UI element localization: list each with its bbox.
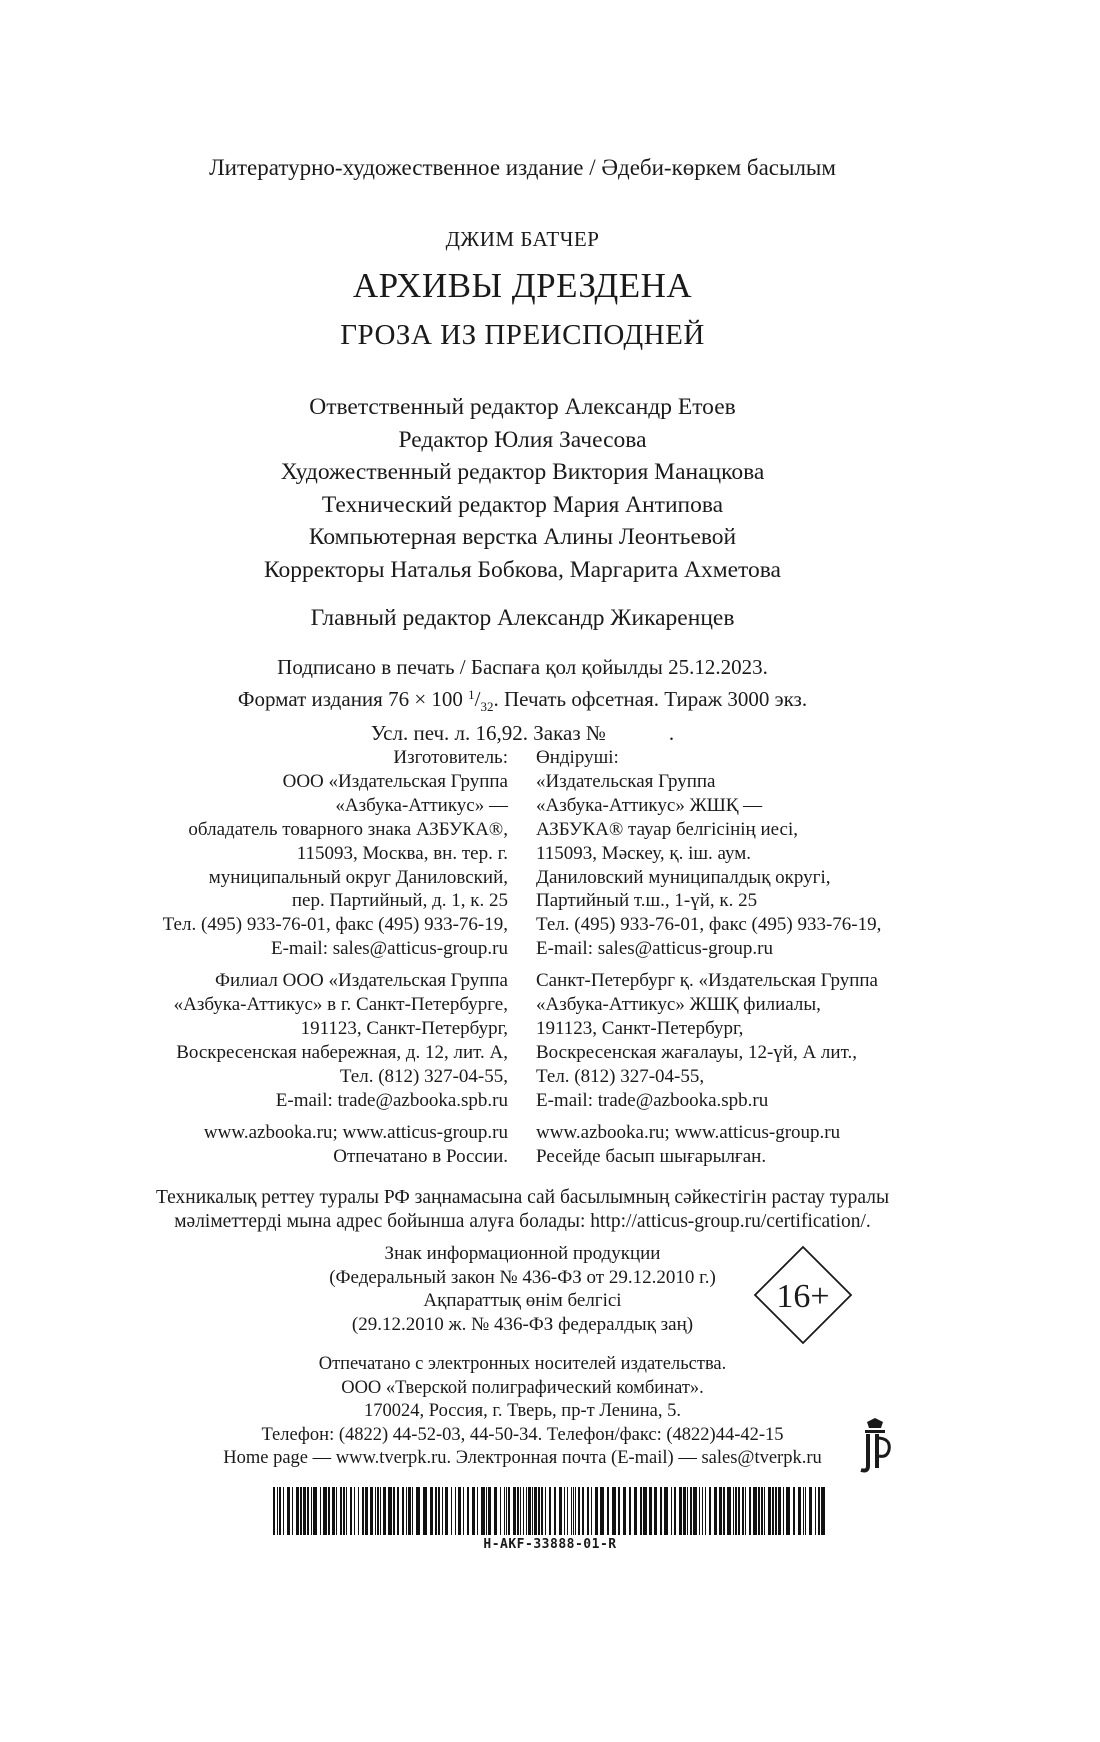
branch-kz (536, 969, 878, 1112)
barcode-bar (738, 1487, 740, 1535)
barcode-bar (664, 1487, 668, 1535)
barcode-bar (350, 1487, 352, 1535)
barcode-bar (388, 1487, 392, 1535)
credit-line: Художественный редактор Виктория Манацкова (280, 459, 765, 486)
text-line: Өндіруші: (536, 747, 619, 768)
barcode-bar (753, 1487, 757, 1535)
barcode-bar (783, 1487, 784, 1535)
age-rating: 16+ (776, 1278, 830, 1315)
text-line: «Издательская Группа (536, 770, 716, 792)
text-line: обладатель товарного знака АЗБУКА®, (188, 818, 508, 840)
barcode-bar (595, 1487, 598, 1535)
barcode-bar (445, 1487, 448, 1535)
text-line: 115093, Москва, вн. тер. г. (296, 842, 508, 864)
branch-ru (174, 969, 508, 1112)
barcode-bar (296, 1487, 299, 1535)
text-line: E-mail: trade@azbooka.spb.ru (536, 1089, 769, 1111)
barcode-bar (517, 1487, 519, 1535)
barcode-bar (758, 1487, 760, 1535)
barcode-bar (343, 1487, 345, 1535)
barcode-bar (629, 1487, 631, 1535)
web-ru (204, 1121, 508, 1169)
barcode-bar (370, 1487, 373, 1535)
barcode-bar (523, 1487, 524, 1535)
text-line: Телефон: (4822) 44-52-03, 44-50-34. Телефон/факс: (4822)44-42-15 (261, 1424, 784, 1445)
text-line: Даниловский муниципалдық округі, (536, 866, 831, 888)
barcode-bar (671, 1487, 672, 1535)
certification (0, 1186, 1045, 1234)
barcode-bar (336, 1487, 337, 1535)
barcode-bar (416, 1487, 420, 1535)
barcode-bar (526, 1487, 527, 1535)
barcode-bar (520, 1487, 521, 1535)
barcode-bar (292, 1487, 293, 1535)
barcode-bar (365, 1487, 368, 1535)
author: ДЖИМ БАТЧЕР (445, 227, 600, 251)
barcode-bar (430, 1487, 433, 1535)
fraction-denominator: 32 (480, 699, 494, 714)
barcode-bar (683, 1487, 686, 1535)
barcode-bar (375, 1487, 376, 1535)
barcode-bar (513, 1487, 516, 1535)
barcode-bar (506, 1487, 507, 1535)
barcode-bar (532, 1487, 533, 1535)
credit-line: Ответственный редактор Александр Етоев (309, 394, 736, 420)
text-line: пер. Партийный, д. 1, к. 25 (291, 890, 508, 912)
barcode-bar (735, 1487, 737, 1535)
barcode-bar (567, 1487, 568, 1535)
text-line: Воскресенская жағалауы, 12-үй, А лит., (536, 1041, 857, 1063)
format-prefix: Формат издания 76 × 100 (237, 687, 469, 711)
barcode-bar (723, 1487, 725, 1535)
barcode-bar (674, 1487, 676, 1535)
barcode-bar (486, 1487, 487, 1535)
tverpk-logo-icon (855, 1418, 895, 1474)
barcode-bar (818, 1487, 820, 1535)
text-line: Ақпараттық өнім белгісі (423, 1290, 622, 1312)
barcode-bar (362, 1487, 364, 1535)
barcode-bar (803, 1487, 804, 1535)
barcode-bar (283, 1487, 284, 1535)
age-rating-diamond-icon (753, 1245, 853, 1345)
barcode-bar (559, 1487, 562, 1535)
barcode-bar (358, 1487, 359, 1535)
text-line: Тел. (812) 327-04-55, (536, 1065, 705, 1087)
barcode-bar (481, 1487, 485, 1535)
barcode-bar (778, 1487, 781, 1535)
printed-in: Отпечатано в России. (333, 1145, 508, 1167)
edition-type: Литературно-художественное издание / Әдеби-көркем басылым (209, 155, 836, 180)
text-line: мәліметтерді мына адрес бойынша алуға болады: http://atticus-group.ru/certification/. (174, 1211, 871, 1232)
manufacturer-ru (163, 746, 508, 961)
barcode-bar (323, 1487, 327, 1535)
barcode-bar (332, 1487, 335, 1535)
barcode-bar (618, 1487, 620, 1535)
barcode-bar (705, 1487, 706, 1535)
barcode-bar (582, 1487, 584, 1535)
barcode-bar (383, 1487, 386, 1535)
credit-line: Технический редактор Мария Антипова (321, 491, 724, 518)
barcode-bar (702, 1487, 703, 1535)
text-line: Филиал ООО «Издательская Группа (214, 970, 508, 991)
barcode-bar (772, 1487, 774, 1535)
barcode-bar (575, 1487, 576, 1535)
manufacturer-kz (536, 746, 881, 961)
barcode-bar (679, 1487, 682, 1535)
text-line: Home page — www.tverpk.ru. Электронная почта (E-mail) — sales@tverpk.ru (223, 1448, 822, 1468)
text-line: 115093, Мәскеу, қ. іш. аум. (536, 842, 752, 864)
fraction-separator: / (474, 687, 481, 711)
barcode-bar (279, 1487, 281, 1535)
barcode-bar (303, 1487, 306, 1535)
barcode-bar (640, 1487, 642, 1535)
text-line: Знак информационной продукции (384, 1243, 661, 1264)
barcode-bar (320, 1487, 321, 1535)
barcode-bar (423, 1487, 427, 1535)
credit-line: Компьютерная верстка Алины Леонтьевой (308, 524, 737, 551)
barcode-bar (393, 1487, 395, 1535)
barcode-bar (554, 1487, 556, 1535)
barcode-bar (408, 1487, 411, 1535)
barcode-bar (435, 1487, 437, 1535)
barcode-bar (634, 1487, 637, 1535)
barcode-bar (798, 1487, 801, 1535)
barcode-bar (397, 1487, 399, 1535)
website-links: www.azbooka.ru; www.atticus-group.ru (203, 1122, 508, 1143)
barcode-bar (690, 1487, 692, 1535)
barcode-bar (346, 1487, 347, 1535)
barcode-bar (311, 1487, 312, 1535)
barcode-bar (508, 1487, 510, 1535)
signed-date: Подписано в печать / Баспаға қол қойылды 25.12.2023. (277, 655, 768, 679)
barcode-bar (727, 1487, 731, 1535)
barcode-bar (714, 1487, 717, 1535)
credits (0, 391, 1045, 587)
barcode-bar (455, 1487, 456, 1535)
barcode-bar (821, 1487, 825, 1535)
barcode-bar (534, 1487, 537, 1535)
barcode-bar (591, 1487, 592, 1535)
barcode-bar (745, 1487, 746, 1535)
barcode-bar (488, 1487, 491, 1535)
text-line: 170024, Россия, г. Тверь, пр-т Ленина, 5. (364, 1401, 681, 1421)
barcode-bar (467, 1487, 469, 1535)
text-line: Тел. (812) 327-04-55, (339, 1065, 508, 1087)
barcode-bar (607, 1487, 609, 1535)
barcode-text: H-AKF-33888-01-R (483, 1537, 617, 1552)
barcode-bar (761, 1487, 763, 1535)
barcode-bar (380, 1487, 381, 1535)
barcode-bar (749, 1487, 751, 1535)
barcode-bar (612, 1487, 616, 1535)
barcode-bar (786, 1487, 790, 1535)
barcode-bar (438, 1487, 440, 1535)
barcode-bar (477, 1487, 478, 1535)
barcode-bar (442, 1487, 443, 1535)
text-line: «Азбука-Аттикус» ЖШҚ — (536, 794, 763, 816)
barcode-bar (313, 1487, 317, 1535)
barcode-bar (693, 1487, 697, 1535)
barcode-bar (805, 1487, 806, 1535)
barcode-bar (328, 1487, 330, 1535)
barcode-bar (687, 1487, 688, 1535)
text-line: муниципальный округ Даниловский, (208, 866, 508, 888)
format-line (0, 681, 1045, 720)
barcode-bar (600, 1487, 604, 1535)
barcode-bar (587, 1487, 589, 1535)
barcode-bar (340, 1487, 342, 1535)
barcode-bar (768, 1487, 771, 1535)
barcode-bar (412, 1487, 413, 1535)
text-line: Техникалық реттеу туралы РФ заңнамасына сай басылымның сәйкестігін растау туралы (155, 1187, 890, 1208)
barcode-bar (578, 1487, 580, 1535)
barcode-bar (623, 1487, 626, 1535)
info-sign (0, 1242, 1045, 1337)
text-line: 191123, Санкт-Петербург, (536, 1017, 744, 1039)
barcode-bar (649, 1487, 652, 1535)
credit-line: Редактор Юлия Зачесова (398, 426, 647, 453)
barcode-bar (775, 1487, 777, 1535)
barcode-bar (699, 1487, 700, 1535)
barcode-bar (377, 1487, 379, 1535)
text-line: Изготовитель: (393, 747, 508, 768)
barcode-bar (733, 1487, 734, 1535)
barcode-bar (354, 1487, 355, 1535)
text-line: ООО «Издательская Группа (282, 770, 508, 792)
text-line: (29.12.2010 ж. № 436-ФЗ федералдық заң) (351, 1314, 694, 1336)
barcode-bar (793, 1487, 795, 1535)
text-line: ООО «Тверской полиграфический комбинат». (341, 1377, 704, 1398)
barcode-bar (463, 1487, 464, 1535)
barcode-bar (504, 1487, 505, 1535)
text-line: E-mail: sales@atticus-group.ru (271, 938, 508, 960)
barcode-bar (764, 1487, 765, 1535)
credit-line: Корректоры Наталья Бобкова, Маргарита Ахметова (264, 556, 781, 583)
text-line: Партийный т.ш., 1-үй, к. 25 (536, 890, 758, 912)
barcode-bar (277, 1487, 278, 1535)
barcode-bar (287, 1487, 290, 1535)
barcode-icon (273, 1487, 827, 1535)
book-title: ГРОЗА ИЗ ПРЕИСПОДНЕЙ (340, 319, 705, 351)
barcode-bar (571, 1487, 572, 1535)
text-line: Санкт-Петербург қ. «Издательская Группа (536, 970, 878, 991)
barcode-bar (406, 1487, 407, 1535)
text-line: АЗБУКА® тауар белгісінің иесі, (536, 818, 798, 840)
text-line: Отпечатано с электронных носителей издательства. (318, 1354, 727, 1374)
barcode-bar (742, 1487, 744, 1535)
barcode-bar (541, 1487, 543, 1535)
barcode-bar (564, 1487, 565, 1535)
barcode-bar (472, 1487, 475, 1535)
text-line: 191123, Санкт-Петербург, (300, 1017, 508, 1039)
barcode-bar (538, 1487, 540, 1535)
barcode-bar (549, 1487, 551, 1535)
text-line: E-mail: sales@atticus-group.ru (536, 938, 773, 960)
text-line: Воскресенская набережная, д. 12, лит. А, (176, 1041, 508, 1063)
text-line: «Азбука-Аттикус» ЖШҚ филиалы, (536, 993, 821, 1015)
series-title: АРХИВЫ ДРЕЗДЕНА (352, 266, 693, 305)
barcode-bar (494, 1487, 497, 1535)
barcode-bar (307, 1487, 309, 1535)
text-line: «Азбука-Аттикус» в г. Санкт-Петербурге, (173, 993, 508, 1015)
text-line: Тел. (495) 933-76-01, факс (495) 933-76-19, (162, 914, 508, 936)
barcode-bar (300, 1487, 302, 1535)
format-suffix: . Печать офсетная. Тираж 3000 экз. (493, 687, 808, 711)
barcode-bar (809, 1487, 812, 1535)
barcode-bar (273, 1487, 275, 1535)
barcode-bar (451, 1487, 452, 1535)
barcode-bar (643, 1487, 647, 1535)
fraction-numerator: 1 (468, 687, 475, 702)
barcode-bar (458, 1487, 461, 1535)
printed-in: Ресейде басып шығарылған. (536, 1145, 767, 1167)
text-line: «Азбука-Аттикус» — (335, 794, 508, 816)
sheets-line: Усл. печ. л. 16,92. Заказ № . (370, 721, 675, 745)
barcode-bar (528, 1487, 531, 1535)
barcode-bar (719, 1487, 722, 1535)
text-line: (Федеральный закон № 436-ФЗ от 29.12.2010 г.) (329, 1266, 716, 1288)
website-links: www.azbooka.ru; www.atticus-group.ru (536, 1122, 841, 1143)
barcode-bar (500, 1487, 501, 1535)
chief-editor: Главный редактор Александр Жикаренцев (310, 605, 735, 631)
text-line: Тел. (495) 933-76-01, факс (495) 933-76-19, (536, 914, 882, 936)
barcode-bar (660, 1487, 662, 1535)
barcode-bar (654, 1487, 657, 1535)
barcode-bar (545, 1487, 546, 1535)
print-info (0, 654, 1045, 747)
text-line: E-mail: trade@azbooka.spb.ru (275, 1089, 508, 1111)
web-kz (536, 1121, 840, 1169)
barcode-bar (573, 1487, 574, 1535)
barcode-bar (402, 1487, 404, 1535)
barcode-bar (709, 1487, 711, 1535)
barcode-bar (815, 1487, 816, 1535)
